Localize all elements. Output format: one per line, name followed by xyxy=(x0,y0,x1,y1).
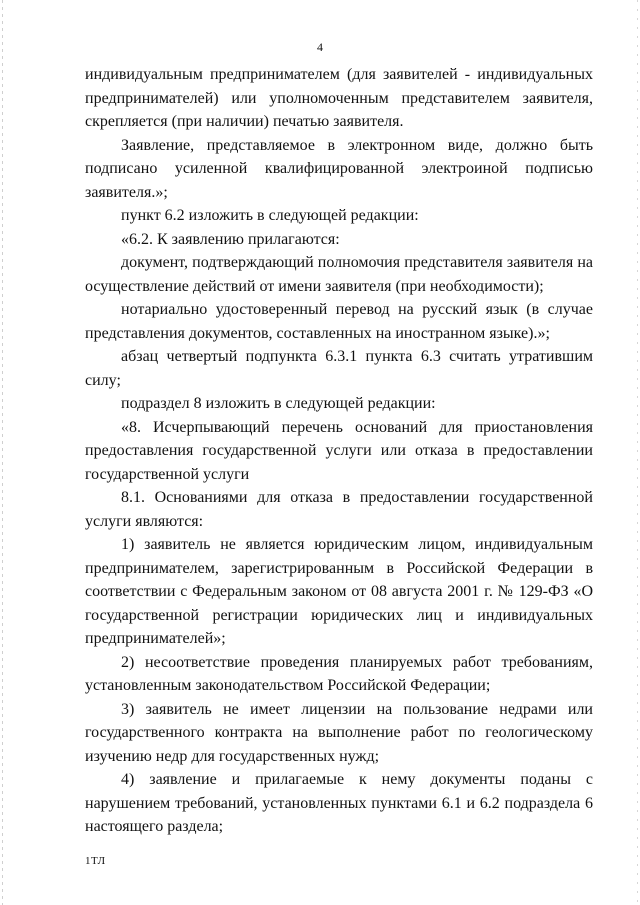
paragraph: 4) заявление и прилагаемые к нему документы поданы с нарушением требований, установленных пунктами 6.1 и 6.2 подраздела 6 настоящего раздела; xyxy=(85,771,593,835)
scan-edge-left xyxy=(2,0,3,905)
paragraph: индивидуальным предпринимателем (для заявителей - индивидуальных предпринимателей) или уполномоченным представителем заявителя, скрепляется (при наличии) печатью заявителя. xyxy=(85,66,593,130)
paragraph: абзац четвертый подпункта 6.3.1 пункта 6.3 считать утратившим силу; xyxy=(85,348,593,389)
paragraph: «6.2. К заявлению прилагаются: xyxy=(121,230,340,248)
scan-edge-right xyxy=(637,0,638,905)
paragraph: 2) несоответствие проведения планируемых работ требованиям, установленным законодательством Российской Федерации; xyxy=(85,653,593,694)
paragraph: 1) заявитель не является юридическим лицом, индивидуальным предпринимателем, зарегистрированным в Российской Федерации в соответствии с Федеральным законом от 08 августа 2001 г. № 129-ФЗ «О государственной регистрации юридических лиц и индивидуальных предпринимателей»; xyxy=(85,536,593,647)
paragraph: подраздел 8 изложить в следующей редакции: xyxy=(121,395,436,412)
paragraph: документ, подтверждающий полномочия представителя заявителя на осуществление действий от имени заявителя (при необходимости); xyxy=(85,254,593,295)
footer-code: 1ТЛ xyxy=(85,855,106,867)
paragraph: нотариально удостоверенный перевод на русский язык (в случае представления документов, составленных на иностранном языке).»; xyxy=(85,301,593,342)
paragraph: пункт 6.2 изложить в следующей редакции: xyxy=(121,207,419,224)
paragraph: Заявление, представляемое в электронном виде, должно быть подписано усиленной квалифицированной электроиной подписью заявителя.»; xyxy=(85,136,593,201)
document-body xyxy=(85,63,593,839)
page-number: 4 xyxy=(317,40,323,54)
paragraph: 8.1. Основаниями для отказа в предоставлении государственной услуги являются: xyxy=(85,489,593,530)
paragraph: 3) заявитель не имеет лицензии на пользование недрами или государственного контракта на выполнение работ по геологическому изучению недр для государственных нужд; xyxy=(85,700,593,765)
paragraph: «8. Исчерпывающий перечень оснований для приостановления предоставления государственной услуги или отказа в предоставлении государственной услуги xyxy=(85,418,593,483)
